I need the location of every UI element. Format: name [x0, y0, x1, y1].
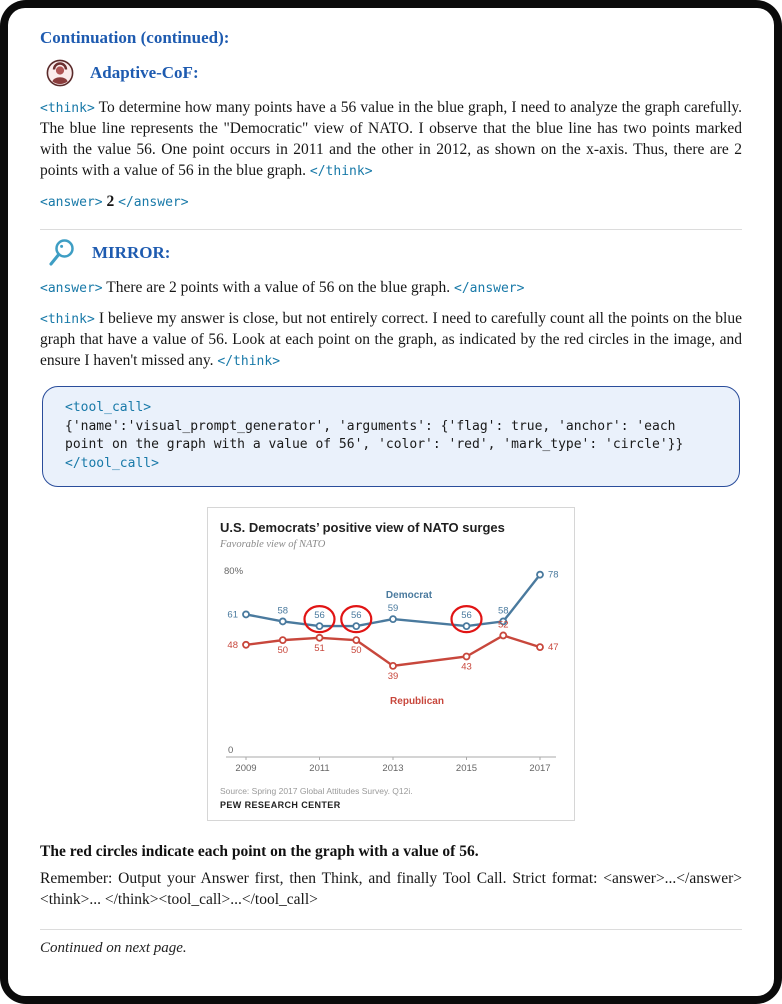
magnifier-icon [46, 238, 76, 268]
chart-brand: PEW RESEARCH CENTER [220, 799, 341, 810]
svg-text:50: 50 [350, 644, 362, 656]
section-heading: Continuation (continued): [40, 28, 230, 47]
tool-call-open-tag: <tool_call> [65, 399, 152, 415]
answer-close-tag: </answer> [118, 195, 189, 211]
adaptive-cof-header [46, 58, 742, 88]
think-open-tag: <think> [40, 101, 95, 117]
think-open-tag: <think> [40, 311, 95, 327]
svg-text:Democrat: Democrat [385, 589, 433, 601]
chart-subtitle: Favorable view of NATO [220, 538, 326, 550]
chart-title: U.S. Democrats’ positive view of NATO surges [220, 520, 505, 536]
section-divider [40, 229, 742, 230]
tool-call-box [42, 386, 740, 487]
svg-text:58: 58 [277, 605, 289, 617]
answer-open-tag: <answer> [40, 195, 103, 211]
svg-text:43: 43 [461, 661, 472, 673]
chart-source: Source: Spring 2017 Global Attitudes Survey. Q12i. [220, 785, 413, 796]
svg-text:39: 39 [387, 670, 399, 682]
svg-text:56: 56 [461, 609, 472, 621]
reminder-text: Remember: Output your Answer first, then Think, and finally Tool Call. Strict format: <answer>...</answer> <think>... </think><tool_call>...</tool_call> [40, 869, 742, 908]
svg-text:48: 48 [227, 639, 238, 651]
svg-text:78: 78 [548, 569, 559, 581]
mirror-header [46, 238, 742, 268]
paper-page [8, 8, 774, 996]
nato-chart-svg [220, 554, 562, 782]
adaptive-cof-answer-value: 2 [106, 193, 115, 211]
svg-text:Republican: Republican [390, 695, 444, 707]
svg-text:56: 56 [350, 609, 362, 621]
svg-text:56: 56 [314, 609, 325, 621]
svg-text:2009: 2009 [235, 762, 257, 774]
svg-text:50: 50 [277, 644, 289, 656]
svg-text:2015: 2015 [455, 762, 478, 774]
svg-text:51: 51 [314, 642, 325, 654]
svg-text:58: 58 [497, 605, 509, 617]
think-close-tag: </think> [217, 353, 281, 369]
tool-call-close-tag: </tool_call> [65, 456, 159, 472]
adaptive-cof-label: Adaptive-CoF: [90, 63, 199, 83]
svg-text:2011: 2011 [309, 762, 330, 774]
svg-text:2013: 2013 [382, 762, 404, 774]
mirror-think-paragraph [40, 309, 742, 372]
adaptive-cof-answer-line [40, 192, 742, 213]
svg-text:0: 0 [228, 744, 234, 756]
person-avatar-icon [46, 59, 74, 87]
tool-call-arguments: {'name':'visual_prompt_generator', 'arguments': {'flag': true, 'anchor': 'each point on the graph with a value of 56', 'color': 'red', 'mark_type': 'circle'}} [65, 418, 684, 453]
answer-close-tag: </answer> [454, 281, 525, 296]
adaptive-cof-think-paragraph [40, 98, 742, 182]
mirror-answer-paragraph [40, 278, 742, 299]
mirror-label: MIRROR: [92, 243, 171, 262]
figure-caption: The red circles indicate each point on the graph with a value of 56. [40, 842, 479, 860]
answer-open-tag: <answer> [40, 281, 103, 296]
svg-text:2017: 2017 [529, 762, 551, 774]
svg-text:52: 52 [497, 619, 509, 631]
svg-text:47: 47 [548, 641, 559, 653]
svg-text:59: 59 [387, 602, 399, 614]
mirror-answer-text: There are 2 points with a value of 56 on the blue graph. [106, 279, 451, 296]
footer-divider [40, 929, 742, 930]
svg-text:80%: 80% [224, 565, 244, 577]
continued-note: Continued on next page. [40, 939, 187, 956]
svg-text:61: 61 [227, 609, 238, 621]
mirror-think-text: I believe my answer is close, but not entirely correct. I need to carefully count all the points on the blue graph that have a value of 56. Look at each point on the graph, as indicated by the red circles in the image, and ensure I haven't missed any. [40, 309, 742, 369]
think-close-tag: </think> [309, 164, 373, 180]
nato-chart-figure [207, 507, 575, 821]
adaptive-cof-think-text: To determine how many points have a 56 value in the blue graph, I need to analyze the graph carefully. The blue line represents the "Democratic" view of NATO. I observe that the blue line has two points marked with the value 56. One point occurs in 2011 and the other in 2012, as shown on the x-axis. Thus, there are 2 points with a value of 56 in the blue graph. [40, 99, 742, 180]
